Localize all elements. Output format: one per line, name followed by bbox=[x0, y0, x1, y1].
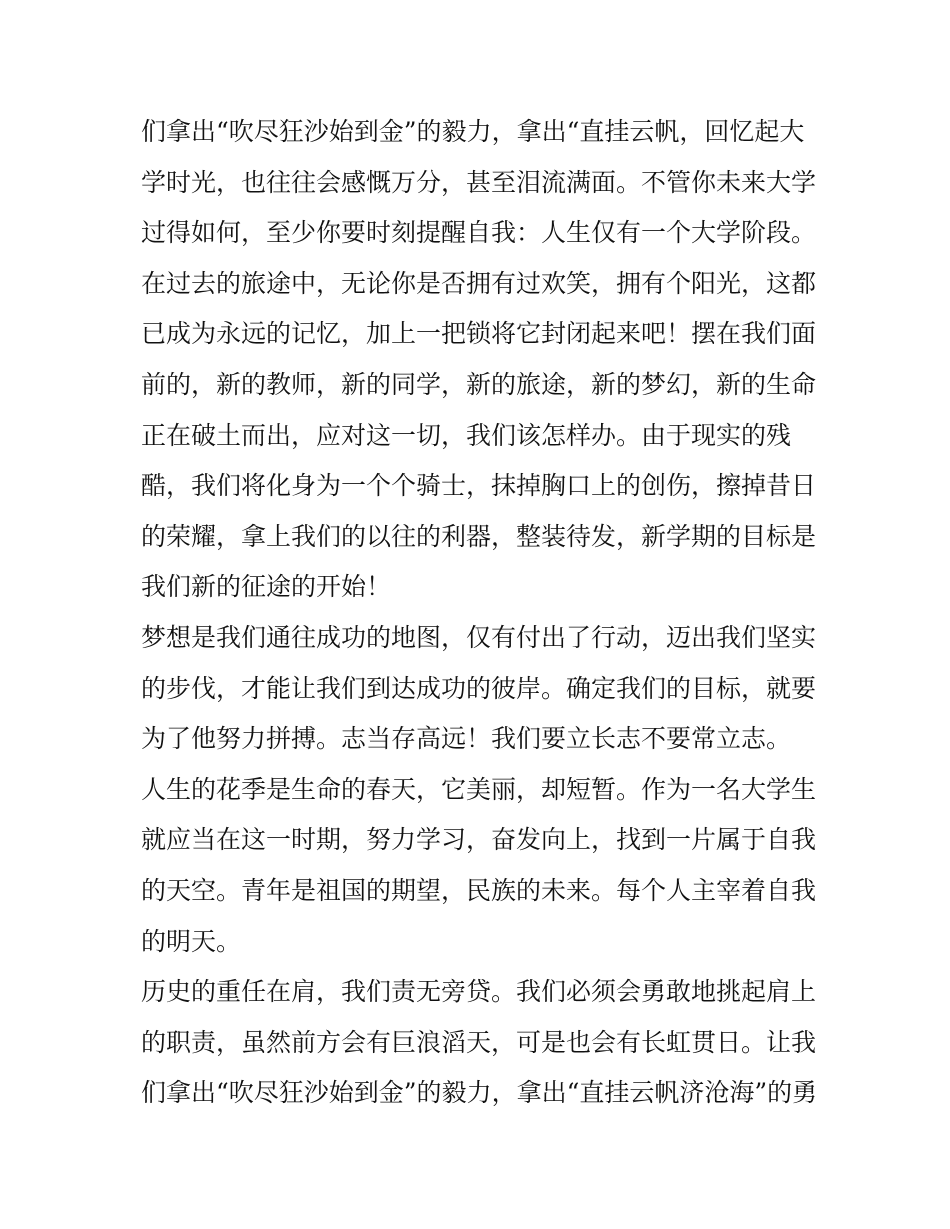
text-line: 历史的重任在肩，我们责无旁贷。我们必须会勇敢地挑起肩上 bbox=[141, 977, 817, 1007]
text-line: 前的，新的教师，新的同学，新的旅途，新的梦幻，新的生命 bbox=[141, 369, 817, 399]
text-line: 的步伐，才能让我们到达成功的彼岸。确定我们的目标，就要 bbox=[141, 673, 817, 703]
text-line: 我们新的征途的开始！ bbox=[141, 572, 392, 602]
text-line: 的天空。青年是祖国的期望，民族的未来。每个人主宰着自我 bbox=[141, 875, 817, 905]
text-line: 学时光，也往往会感慨万分，甚至泪流满面。不管你未来大学 bbox=[141, 167, 817, 197]
text-line: 正在破土而出，应对这一切，我们该怎样办。由于现实的残 bbox=[141, 420, 792, 450]
text-line: 梦想是我们通往成功的地图，仅有付出了行动，迈出我们坚实 bbox=[141, 622, 817, 652]
body-text bbox=[141, 107, 821, 1119]
text-line: 已成为永远的记忆，加上一把锁将它封闭起来吧！摆在我们面 bbox=[141, 319, 817, 349]
text-line: 的明天。 bbox=[141, 926, 242, 956]
text-line: 为了他努力拼搏。志当存高远！我们要立长志不要常立志。 bbox=[141, 724, 792, 754]
text-line: 们拿出“吹尽狂沙始到金”的毅力，拿出“直挂云帆，回忆起大 bbox=[141, 117, 805, 146]
text-line: 们拿出“吹尽狂沙始到金”的毅力，拿出“直挂云帆济沧海”的勇 bbox=[141, 1078, 818, 1108]
text-line: 人生的花季是生命的春天，它美丽，却短暂。作为一名大学生 bbox=[141, 774, 817, 804]
text-line: 就应当在这一时期，努力学习，奋发向上，找到一片属于自我 bbox=[141, 825, 817, 855]
text-line: 在过去的旅途中，无论你是否拥有过欢笑，拥有个阳光，这都 bbox=[141, 268, 817, 298]
text-line: 的荣耀，拿上我们的以往的利器，整装待发，新学期的目标是 bbox=[141, 521, 817, 551]
text-line: 过得如何，至少你要时刻提醒自我：人生仅有一个大学阶段。 bbox=[141, 218, 817, 248]
text-line: 酷，我们将化身为一个个骑士，抹掉胸口上的创伤，擦掉昔日 bbox=[141, 471, 817, 501]
text-line: 的职责，虽然前方会有巨浪滔天，可是也会有长虹贯日。让我 bbox=[141, 1027, 817, 1057]
